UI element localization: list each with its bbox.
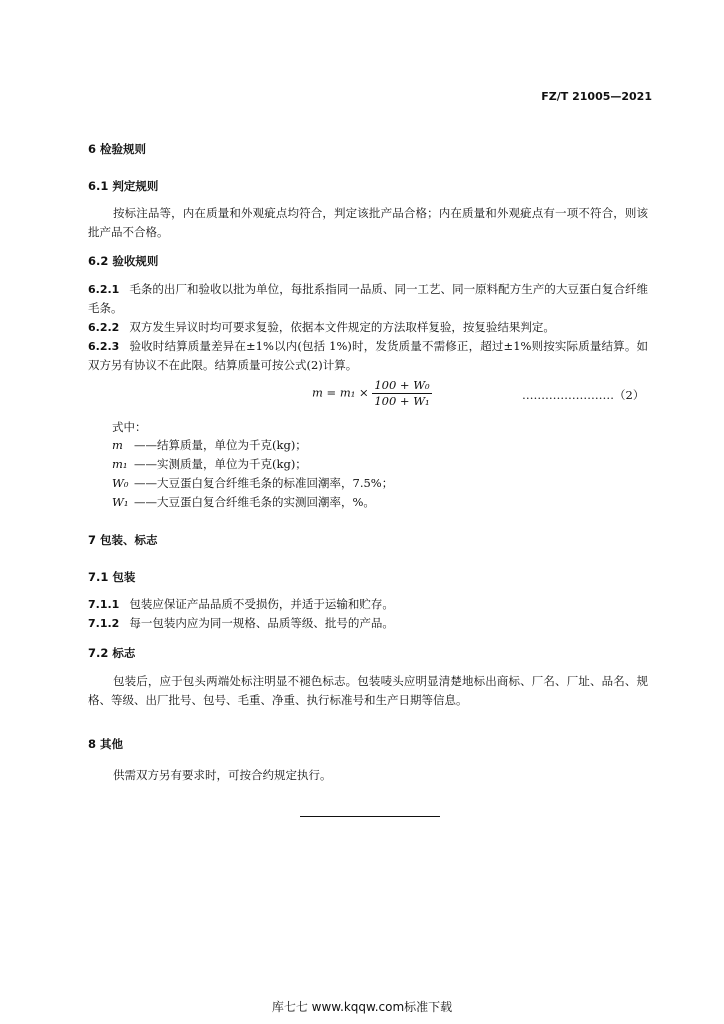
- where-item: [112, 436, 307, 455]
- clause-7-1-2: [88, 614, 648, 633]
- section-6-1-text: 按标注品等，内在质量和外观疵点均符合，判定该批产品合格；内在质量和外观疵点有一项不符合，则该批产品不合格。: [88, 206, 648, 239]
- clause-number: 6.2.3: [88, 340, 120, 353]
- formula-fraction: [372, 378, 431, 409]
- section-6-2-title: 6.2 验收规则: [88, 254, 159, 268]
- section-7-title: 7 包装、标志: [88, 533, 158, 547]
- where-item: [112, 455, 307, 474]
- where-symbol: W₀: [112, 476, 129, 490]
- clause-text: 毛条的出厂和验收以批为单位，每批系指同一品质、同一工艺、同一原料配方生产的大豆蛋白复合纤维毛条。: [88, 282, 648, 315]
- formula: [312, 378, 432, 409]
- where-desc: ——结算质量，单位为千克(kg)；: [134, 438, 307, 452]
- where-desc: ——实测质量，单位为千克(kg)；: [134, 457, 307, 471]
- clause-6-2-3: [88, 337, 648, 375]
- clause-number: 6.2.2: [88, 321, 120, 334]
- clause-number: 7.1.1: [88, 598, 120, 611]
- section-6-title: 6 检验规则: [88, 142, 147, 156]
- formula-denominator: 100 + W₁: [374, 394, 430, 408]
- clause-text: 每一包装内应为同一规格、品质等级、批号的产品。: [129, 616, 394, 630]
- section-6-1-title: 6.1 判定规则: [88, 179, 159, 193]
- where-symbol: W₁: [112, 495, 129, 509]
- footer-watermark: 库七七 www.kqqw.com标准下载: [271, 1000, 453, 1014]
- clause-7-1-1: [88, 595, 648, 614]
- section-8-text: 供需双方另有要求时，可按合约规定执行。: [113, 768, 332, 782]
- where-desc: ——大豆蛋白复合纤维毛条的实测回潮率，%。: [134, 495, 375, 509]
- clause-number: 6.2.1: [88, 283, 120, 296]
- formula-number: ……………………（2）: [522, 388, 645, 402]
- section-7-2-text: 包装后，应于包头两端处标注明显不褪色标志。包装唛头应明显清楚地标出商标、厂名、厂址、品名、规格、等级、出厂批号、包号、毛重、净重、执行标准号和生产日期等信息。: [88, 674, 648, 707]
- formula-numerator: 100 + W₀: [374, 378, 430, 392]
- formula-lhs: m = m₁ ×: [312, 385, 369, 400]
- where-symbol: m: [112, 438, 123, 452]
- where-item: [112, 493, 375, 512]
- section-7-2-title: 7.2 标志: [88, 646, 136, 660]
- clause-text: 双方发生异议时均可要求复验，依据本文件规定的方法取样复验，按复验结果判定。: [129, 320, 555, 334]
- where-symbol: m₁: [112, 457, 128, 471]
- where-item: [112, 474, 393, 493]
- section-8-title: 8 其他: [88, 737, 124, 751]
- clause-6-2-2: [88, 318, 648, 337]
- end-rule: [300, 816, 440, 817]
- standard-code: FZ/T 21005—2021: [541, 90, 652, 103]
- section-7-1-title: 7.1 包装: [88, 570, 136, 584]
- clause-text: 包装应保证产品品质不受损伤，并适于运输和贮存。: [129, 597, 394, 611]
- clause-text: 验收时结算质量差异在±1%以内(包括 1%)时，发货质量不需修正，超过±1%则按实际质量结算。如双方另有协议不在此限。结算质量可按公式(2)计算。: [88, 339, 648, 372]
- clause-6-2-1: [88, 280, 648, 318]
- where-desc: ——大豆蛋白复合纤维毛条的标准回潮率，7.5%；: [134, 476, 394, 490]
- clause-number: 7.1.2: [88, 617, 120, 630]
- where-intro: 式中：: [112, 420, 147, 434]
